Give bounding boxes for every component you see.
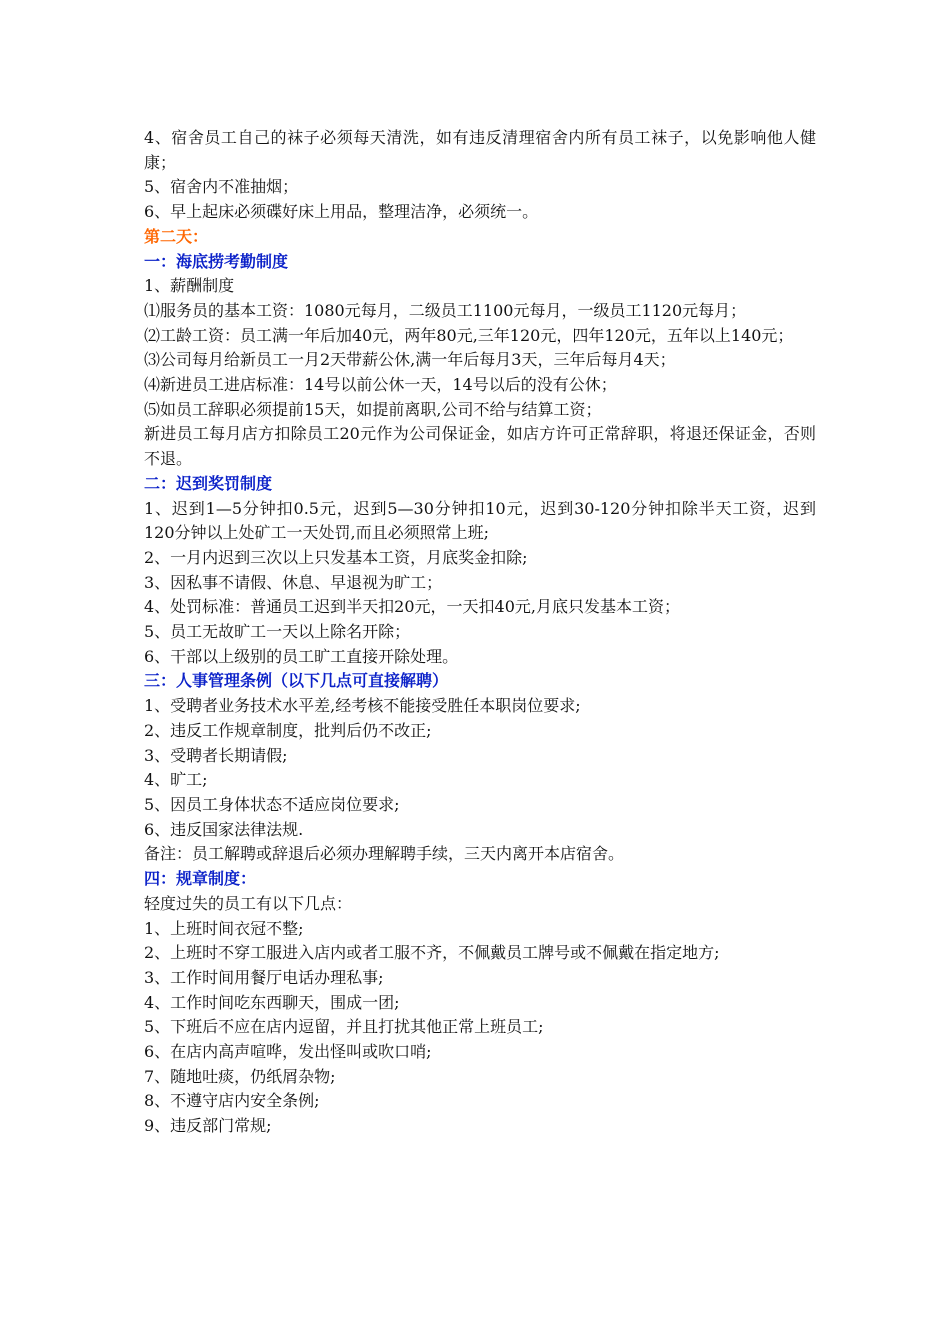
rule-item: 4、宿舍员工自己的袜子必须每天清洗，如有违反清理宿舍内所有员工袜子，以免影响他人健康； bbox=[144, 128, 816, 172]
rule-item: 2、上班时不穿工服进入店内或者工服不齐，不佩戴员工牌号或不佩戴在指定地方; bbox=[144, 943, 720, 963]
rule-item: ⑸如员工辞职必须提前15天，如提前离职,公司不给与结算工资； bbox=[144, 399, 602, 419]
document-page bbox=[144, 126, 816, 1139]
section-heading: 四：规章制度： bbox=[144, 869, 257, 889]
rule-item: 1、上班时间衣冠不整; bbox=[144, 918, 304, 938]
rule-item: 3、因私事不请假、休息、早退视为旷工； bbox=[144, 572, 443, 592]
rule-item: 8、不遵守店内安全条例; bbox=[144, 1091, 320, 1111]
rule-item: ⑷新进员工进店标准：14号以前公休一天，14号以后的没有公休； bbox=[144, 375, 617, 395]
section-heading: 一：海底捞考勤制度 bbox=[144, 251, 289, 271]
rule-item: 新进员工每月店方扣除员工20元作为公司保证金，如店方许可正常辞职，将退还保证金，否则不退。 bbox=[144, 424, 816, 469]
section-heading: 三：人事管理条例（以下几点可直接解聘） bbox=[144, 671, 449, 691]
rule-item: 4、工作时间吃东西聊天，围成一团; bbox=[144, 992, 400, 1012]
rule-item: 6、违反国家法律法规. bbox=[144, 819, 304, 839]
rule-item: ⑴服务员的基本工资：1080元每月，二级员工1100元每月，一级员工1120元每月； bbox=[144, 300, 747, 320]
rule-item: ⑵工龄工资：员工满一年后加40元，两年80元,三年120元，四年120元，五年以上140元； bbox=[144, 325, 794, 345]
day-heading: 第二天： bbox=[144, 226, 209, 246]
rule-item: 4、处罚标准：普通员工迟到半天扣20元，一天扣40元,月底只发基本工资； bbox=[144, 597, 680, 617]
rule-item: 6、干部以上级别的员工旷工直接开除处理。 bbox=[144, 646, 459, 666]
note-line: 备注：员工解聘或辞退后必须办理解聘手续，三天内离开本店宿舍。 bbox=[144, 844, 625, 864]
rule-item: 5、员工无故旷工一天以上除名开除； bbox=[144, 622, 411, 642]
rule-item: 5、因员工身体状态不适应岗位要求; bbox=[144, 794, 400, 814]
rule-item: 4、旷工; bbox=[144, 770, 208, 790]
rule-item: 5、下班后不应在店内逗留，并且打扰其他正常上班员工; bbox=[144, 1017, 544, 1037]
rule-item: 2、一月内迟到三次以上只发基本工资，月底奖金扣除; bbox=[144, 547, 528, 567]
rule-item: 3、工作时间用餐厅电话办理私事; bbox=[144, 967, 384, 987]
section-heading: 二：迟到奖罚制度 bbox=[144, 473, 273, 493]
rule-item: 轻度过失的员工有以下几点： bbox=[144, 893, 353, 913]
rule-item: 6、早上起床必须碟好床上用品，整理洁净，必须统一。 bbox=[144, 202, 539, 222]
rule-item: 2、违反工作规章制度，批判后仍不改正; bbox=[144, 720, 432, 740]
rule-item: 1、受聘者业务技术水平差,经考核不能接受胜任本职岗位要求; bbox=[144, 696, 581, 716]
rule-item: 3、受聘者长期请假; bbox=[144, 745, 288, 765]
rule-item: 6、在店内高声喧哗，发出怪叫或吹口哨; bbox=[144, 1042, 432, 1062]
rule-item: 1、迟到1—5分钟扣0.5元，迟到5—30分钟扣10元，迟到30-120分钟扣除半天工资，迟到120分钟以上处矿工一天处罚,而且必须照常上班; bbox=[144, 498, 816, 543]
rule-item: 1、薪酬制度 bbox=[144, 276, 235, 296]
rule-item: ⑶公司每月给新员工一月2天带薪公休,满一年后每月3天，三年后每月4天； bbox=[144, 350, 676, 370]
rule-item: 7、随地吐痰，仍纸屑杂物; bbox=[144, 1066, 336, 1086]
rule-item: 5、宿舍内不准抽烟； bbox=[144, 177, 299, 197]
rule-item: 9、违反部门常规; bbox=[144, 1116, 272, 1136]
